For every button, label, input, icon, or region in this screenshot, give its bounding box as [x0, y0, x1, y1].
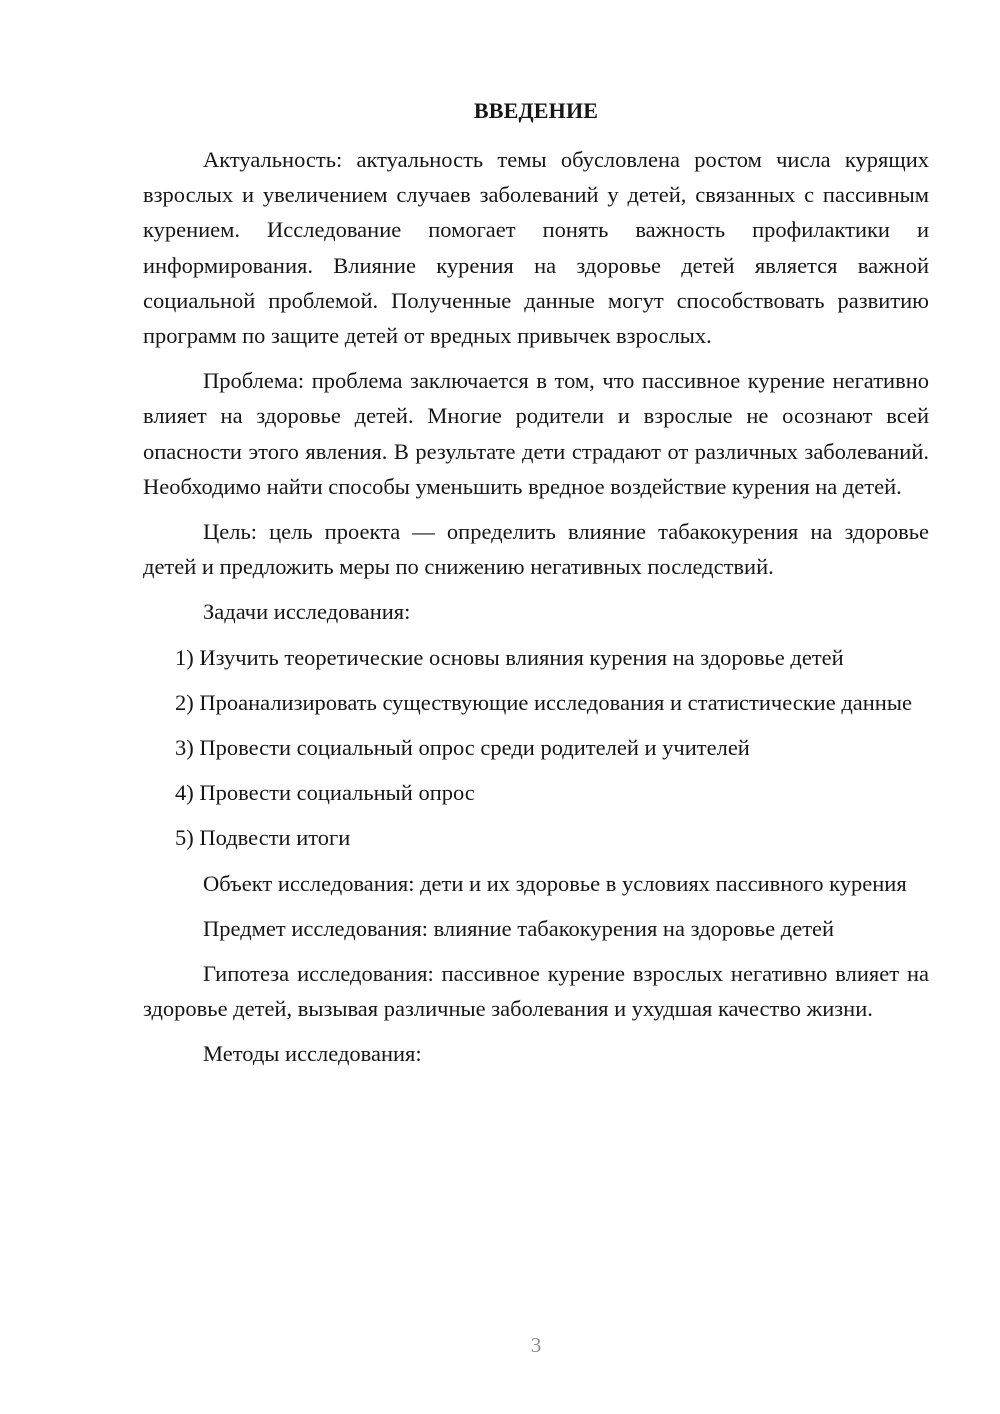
section-heading: ВВЕДЕНИЕ — [473, 98, 599, 123]
task-item-2: 2) Проанализировать существующие исследования и статистические данные — [175, 689, 912, 715]
paragraph-object: Объект исследования: дети и их здоровье в условиях пассивного курения — [203, 870, 907, 896]
task-item-1: 1) Изучить теоретические основы влияния курения на здоровье детей — [175, 644, 844, 670]
task-item-5: 5) Подвести итоги — [175, 825, 351, 851]
paragraph-problem: Проблема: проблема заключается в том, что пассивное курение негативно влияет на здоровье детей. Многие родители и взрослые не осознают всей опасности этого явления. В результате дети страдают от различных заболеваний. Необходимо найти способы уменьшить вредное воздействие курения на детей. — [143, 368, 929, 499]
document-body — [143, 142, 929, 1082]
paragraph-methods: Методы исследования: — [203, 1041, 422, 1067]
paragraph-tasks-heading: Задачи исследования: — [203, 599, 411, 625]
paragraph-subject: Предмет исследования: влияние табакокурения на здоровье детей — [203, 915, 835, 941]
paragraph-hypothesis: Гипотеза исследования: пассивное курение взрослых негативно влияет на здоровье детей, вызывая различные заболевания и ухудшая качество жизни. — [143, 961, 929, 1022]
page-number: 3 — [530, 1333, 542, 1357]
task-item-3: 3) Провести социальный опрос среди родителей и учителей — [175, 735, 750, 761]
paragraph-relevance: Актуальность: актуальность темы обусловлена ростом числа курящих взрослых и увеличением случаев заболеваний у детей, связанных с пассивным курением. Исследование помогает понять важность профилактики и информирования. Влияние курения на здоровье детей является важной социальной проблемой. Полученные данные могут способствовать развитию программ по защите детей от вредных привычек взрослых. — [143, 147, 929, 349]
task-item-4: 4) Провести социальный опрос — [175, 780, 475, 806]
paragraph-goal: Цель: цель проекта — определить влияние табакокурения на здоровье детей и предложить меры по снижению негативных последствий. — [143, 519, 929, 580]
